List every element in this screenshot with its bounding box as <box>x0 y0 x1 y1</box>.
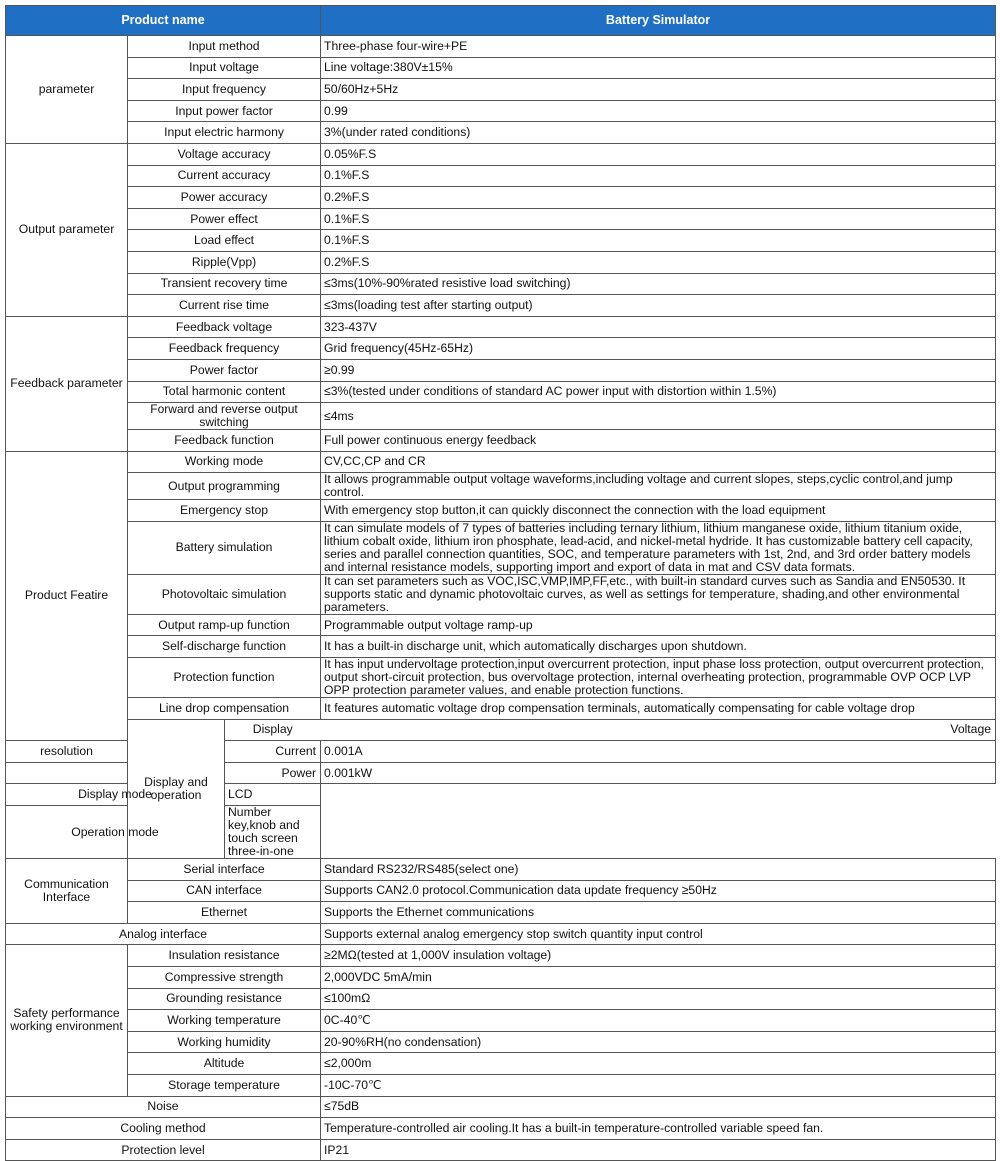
table-row <box>6 636 996 658</box>
row-value: ≤100mΩ <box>321 988 996 1010</box>
row-label: Input electric harmony <box>128 122 321 144</box>
row-value: It has input undervoltage protection,input overcurrent protection, input phase loss protection, output overcurrent protection, output short-circuit protection, bus overvoltage protection, internal overheating protection, programmable OVP OCP LVP OPP protection parameter values, and enable protection functions. <box>321 658 996 698</box>
row-label: Load effect <box>128 230 321 252</box>
table-row <box>6 230 996 252</box>
table-row <box>6 614 996 636</box>
row-value: CV,CC,CP and CR <box>321 451 996 473</box>
row-label: Voltage <box>321 719 996 741</box>
table-row <box>6 338 996 360</box>
display-resolution-label-2: resolution <box>6 741 128 763</box>
row-label: Current rise time <box>128 295 321 317</box>
row-label: Line drop compensation <box>128 698 321 720</box>
row-label: Cooling method <box>6 1118 321 1140</box>
header-product-name: Product name <box>6 6 321 36</box>
table-row <box>6 719 996 741</box>
table-row <box>6 187 996 209</box>
row-value: ≤3ms(10%-90%rated resistive load switching) <box>321 273 996 295</box>
row-value: 323-437V <box>321 316 996 338</box>
row-value: 3%(under rated conditions) <box>321 122 996 144</box>
table-row <box>6 658 996 698</box>
row-label: CAN interface <box>128 880 321 902</box>
row-label: Working temperature <box>128 1010 321 1032</box>
table-row <box>6 143 996 165</box>
row-value: Supports CAN2.0 protocol.Communication data update frequency ≥50Hz <box>321 880 996 902</box>
row-value: ≤75dB <box>321 1096 996 1118</box>
row-label: Output programming <box>128 473 321 500</box>
row-label: Self-discharge function <box>128 636 321 658</box>
row-value: Supports external analog emergency stop switch quantity input control <box>321 923 996 945</box>
row-value: 0.1%F.S <box>321 165 996 187</box>
table-row <box>6 251 996 273</box>
table-row <box>6 880 996 902</box>
row-value: 0.2%F.S <box>321 251 996 273</box>
category-display-operation: Display and operation <box>128 719 225 858</box>
table-row <box>6 57 996 79</box>
row-value: It has a built-in discharge unit, which automatically discharges upon shutdown. <box>321 636 996 658</box>
row-label: Forward and reverse output switching <box>128 403 321 430</box>
row-value: 20-90%RH(no condensation) <box>321 1031 996 1053</box>
row-value: 50/60Hz+5Hz <box>321 79 996 101</box>
row-value: It can set parameters such as VOC,ISC,VMP,IMP,FF,etc., with built-in standard curves such as Sandia and EN50530. It supports static and dynamic photovoltaic curves, as well as settings for temperature, shading,and other environmental parameters. <box>321 574 996 614</box>
display-resolution-spacer <box>6 762 128 784</box>
table-row <box>6 967 996 989</box>
table-row <box>6 430 996 452</box>
row-label: Output ramp-up function <box>128 614 321 636</box>
row-label: Emergency stop <box>128 500 321 522</box>
row-label: Protection function <box>128 658 321 698</box>
row-value: LCD <box>225 784 321 806</box>
row-value: 0.2%F.S <box>321 187 996 209</box>
row-label: Working humidity <box>128 1031 321 1053</box>
table-row <box>6 295 996 317</box>
header-product-value: Battery Simulator <box>321 6 996 36</box>
category-product-feature: Product Featire <box>6 451 128 741</box>
table-row <box>6 574 996 614</box>
row-label: Input power factor <box>128 100 321 122</box>
table-row <box>6 1139 996 1161</box>
row-value: IP21 <box>321 1139 996 1161</box>
row-label: Altitude <box>128 1053 321 1075</box>
table-row <box>6 521 996 574</box>
table-row <box>6 473 996 500</box>
category-safety-environment: Safety performance working environment <box>6 945 128 1096</box>
table-row <box>6 1010 996 1032</box>
table-row <box>6 122 996 144</box>
row-label: Feedback function <box>128 430 321 452</box>
spec-table <box>5 5 996 1161</box>
row-label: Storage temperature <box>128 1074 321 1096</box>
row-label: Photovoltaic simulation <box>128 574 321 614</box>
table-row <box>6 698 996 720</box>
row-label: Grounding resistance <box>128 988 321 1010</box>
table-header-row <box>6 6 996 36</box>
row-value: 0.001kW <box>321 762 996 784</box>
category-communication-interface: Communication Interface <box>6 859 128 924</box>
table-row <box>6 316 996 338</box>
row-value: With emergency stop button,it can quickly disconnect the connection with the load equipment <box>321 500 996 522</box>
row-value: Number key,knob and touch screen three-in-one <box>225 806 321 859</box>
row-value: ≤3%(tested under conditions of standard AC power input with distortion within 1.5%) <box>321 381 996 403</box>
table-row <box>6 100 996 122</box>
row-value: Line voltage:380V±15% <box>321 57 996 79</box>
row-value: 0.99 <box>321 100 996 122</box>
row-label: Analog interface <box>6 923 321 945</box>
row-value: 0.1%F.S <box>321 230 996 252</box>
table-row <box>6 359 996 381</box>
row-label: Input frequency <box>128 79 321 101</box>
row-label: Ripple(Vpp) <box>128 251 321 273</box>
row-label: Battery simulation <box>128 521 321 574</box>
category-feedback-parameter: Feedback parameter <box>6 316 128 451</box>
table-row <box>6 500 996 522</box>
row-value: Supports the Ethernet communications <box>321 902 996 924</box>
table-row <box>6 208 996 230</box>
row-label: Power factor <box>128 359 321 381</box>
row-label: Total harmonic content <box>128 381 321 403</box>
table-row <box>6 923 996 945</box>
row-value: It allows programmable output voltage waveforms,including voltage and current slopes, steps,cyclic control,and jump control. <box>321 473 996 500</box>
row-label: Power <box>225 762 321 784</box>
table-row <box>6 403 996 430</box>
row-value: Temperature-controlled air cooling.It has a built-in temperature-controlled variable speed fan. <box>321 1118 996 1140</box>
row-label: Display mode <box>6 784 225 806</box>
table-row <box>6 945 996 967</box>
row-label: Serial interface <box>128 859 321 881</box>
row-value: Programmable output voltage ramp-up <box>321 614 996 636</box>
table-row <box>6 1074 996 1096</box>
table-row <box>6 859 996 881</box>
row-label: Operation mode <box>6 806 225 859</box>
row-value: It can simulate models of 7 types of batteries including ternary lithium, lithium manganese oxide, lithium titanium oxide, lithium cobalt oxide, lithium iron phosphate, lead-acid, and nickel-metal hydride. It has customizable battery cell capacity, series and parallel connection quantities, SOC, and temperature parameters with 1st, 2nd, and 3rd order battery models and internal resistance models, supporting import and export of data in mat and CSV data formats. <box>321 521 996 574</box>
row-label: Power effect <box>128 208 321 230</box>
row-label: Voltage accuracy <box>128 143 321 165</box>
row-value: -10C-70℃ <box>321 1074 996 1096</box>
row-value: 0.1%F.S <box>321 208 996 230</box>
table-row <box>6 165 996 187</box>
table-row <box>6 36 996 58</box>
row-label: Feedback voltage <box>128 316 321 338</box>
row-label: Compressive strength <box>128 967 321 989</box>
row-value: 0.001A <box>321 741 996 763</box>
table-row <box>6 381 996 403</box>
row-label: Insulation resistance <box>128 945 321 967</box>
row-value: Standard RS232/RS485(select one) <box>321 859 996 881</box>
row-value: 2,000VDC 5mA/min <box>321 967 996 989</box>
row-label: Noise <box>6 1096 321 1118</box>
display-resolution-label-1: Display <box>225 719 321 741</box>
table-row <box>6 806 996 859</box>
row-label: Working mode <box>128 451 321 473</box>
table-row <box>6 1053 996 1075</box>
table-row <box>6 1031 996 1053</box>
row-value: It features automatic voltage drop compensation terminals, automatically compensating for cable voltage drop <box>321 698 996 720</box>
table-row <box>6 79 996 101</box>
row-label: Protection level <box>6 1139 321 1161</box>
category-output-parameter: Output parameter <box>6 143 128 316</box>
row-value: Full power continuous energy feedback <box>321 430 996 452</box>
table-row <box>6 988 996 1010</box>
category-parameter: parameter <box>6 36 128 144</box>
row-value: ≤2,000m <box>321 1053 996 1075</box>
row-label: Ethernet <box>128 902 321 924</box>
row-label: Transient recovery time <box>128 273 321 295</box>
row-label: Input method <box>128 36 321 58</box>
table-row <box>6 451 996 473</box>
row-value: Grid frequency(45Hz-65Hz) <box>321 338 996 360</box>
row-value: ≤4ms <box>321 403 996 430</box>
table-row <box>6 1118 996 1140</box>
row-label: Current <box>225 741 321 763</box>
row-value: ≤3ms(loading test after starting output) <box>321 295 996 317</box>
table-row <box>6 1096 996 1118</box>
row-value: 0C-40℃ <box>321 1010 996 1032</box>
row-label: Feedback frequency <box>128 338 321 360</box>
row-value: ≥2MΩ(tested at 1,000V insulation voltage) <box>321 945 996 967</box>
row-value: ≥0.99 <box>321 359 996 381</box>
row-value: 0.05%F.S <box>321 143 996 165</box>
row-label: Power accuracy <box>128 187 321 209</box>
table-row <box>6 273 996 295</box>
row-label: Input voltage <box>128 57 321 79</box>
row-label: Current accuracy <box>128 165 321 187</box>
row-value: Three-phase four-wire+PE <box>321 36 996 58</box>
table-row <box>6 902 996 924</box>
